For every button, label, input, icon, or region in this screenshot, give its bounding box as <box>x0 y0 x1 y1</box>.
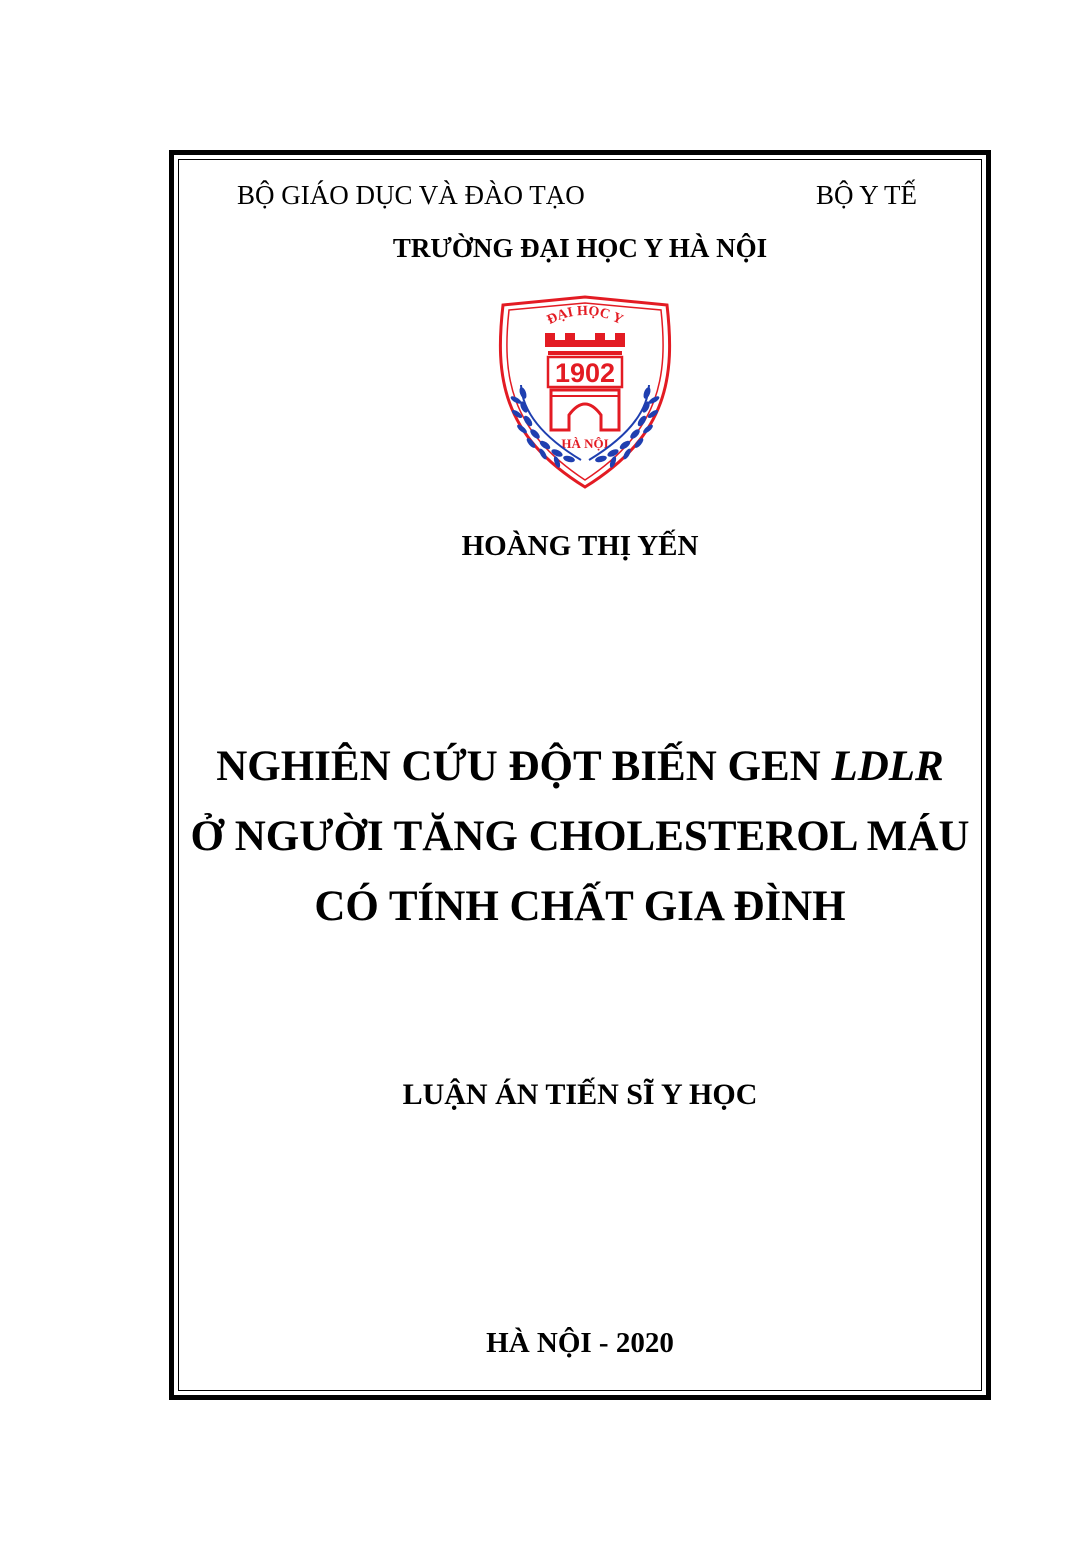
logo-top-text: ĐẠI HỌC Y <box>544 303 626 328</box>
ministry-health: BỘ Y TẾ <box>816 180 917 210</box>
thesis-title-line-3: CÓ TÍNH CHẤT GIA ĐÌNH <box>314 883 846 930</box>
ministry-education: BỘ GIÁO DỤC VÀ ĐÀO TẠO <box>237 180 585 210</box>
degree-type: LUẬN ÁN TIẾN SĨ Y HỌC <box>402 1078 758 1111</box>
logo-bottom-text: HÀ NỘI <box>561 436 609 451</box>
thesis-title-prefix: NGHIÊN CỨU ĐỘT BIẾN GEN <box>216 743 832 790</box>
university-name: TRƯỜNG ĐẠI HỌC Y HÀ NỘI <box>392 233 768 263</box>
logo-year: 1902 <box>554 358 616 388</box>
place-and-year: HÀ NỘI - 2020 <box>486 1327 674 1359</box>
thesis-title-line-1 <box>169 742 991 791</box>
thesis-title-line-2: Ở NGƯỜI TĂNG CHOLESTEROL MÁU <box>190 813 970 860</box>
author-name: HOÀNG THỊ YẾN <box>461 530 699 562</box>
gene-name: LDLR <box>831 743 944 790</box>
university-logo <box>493 295 677 490</box>
